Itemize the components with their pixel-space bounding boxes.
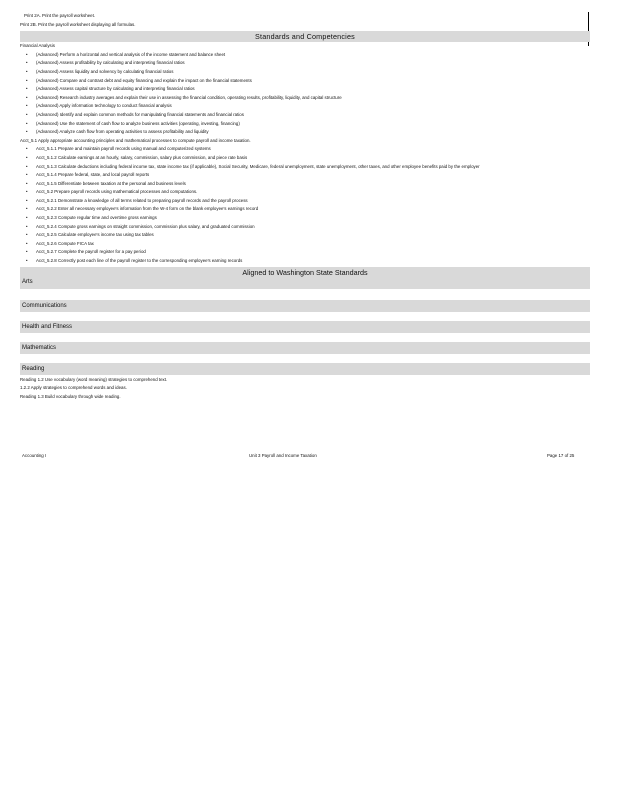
list-item: • (Advanced) Apply information technology to conduct financial analysis — [26, 103, 172, 109]
reading-standards — [20, 376, 590, 402]
mathematics-heading: Mathematics — [20, 342, 590, 354]
list-item: • Acct_5.2.7 Complete the payroll register for a pay period — [26, 249, 146, 255]
list-item: • (Advanced) Identify and explain common methods for manipulating financial statements and financial ratios — [26, 111, 244, 117]
print-line-2a: Print 2A. Print the payroll worksheet. — [24, 13, 96, 18]
list-item: • (Advanced) Use the statement of cash flow to analyze business activities (operating, investing, financing) — [26, 120, 240, 126]
list-item: • (Advanced) Research industry averages and explain their use in assessing the financial condition, operating results, profitability, liquidity, and capital structure — [26, 94, 342, 100]
list-item: • Acct_5.2.6 Compute FICA tax — [26, 240, 94, 246]
list-item: • Acct_5.2.2 Enter all necessary employee's information from the W-4 form on the blank employee's earnings record — [26, 206, 259, 212]
reading-line: Reading 1.2 Use vocabulary (word meaning) strategies to comprehend text. — [20, 376, 168, 382]
health-fitness-heading: Health and Fitness — [20, 321, 590, 333]
reading-line: 1.2.2 Apply strategies to comprehend words and ideas. — [20, 385, 127, 391]
list-item: • Acct_5.2 Prepare payroll records using mathematical processes and computations. — [26, 189, 198, 195]
list-item: • (Advanced) Assess profitability by calculating and interpreting financial ratios — [26, 60, 185, 66]
standards-title: Standards and Competencies — [20, 31, 590, 42]
list-item: • Acct_5.1.5 Differentiate between taxation at the personal and business levels — [26, 180, 186, 186]
communications-heading: Communications — [20, 300, 590, 312]
print-line-2b: Print 2B. Print the payroll worksheet displaying all formulas. — [20, 21, 136, 27]
aligned-title: Aligned to Washington State Standards — [242, 267, 368, 277]
list-item: • Acct_5.2.4 Compute gross earnings on straight commission, commission plus salary, and graduated commission — [26, 223, 255, 229]
list-item: • (Advanced) Analyze cash flow from operating activities to assess profitability and liquidity — [26, 129, 209, 135]
aligned-standards-bar — [20, 267, 590, 289]
list-item: • (Advanced) Compare and contrast debt and equity financing and explain the impact on the financial statements — [26, 77, 252, 83]
financial-heading: Financial Analysis — [20, 43, 55, 49]
list-item: • Acct_5.2.8 Correctly post each line of the payroll register to the corresponding employee's earning records — [26, 258, 243, 264]
list-item: • Acct_5.2.1 Demonstrate a knowledge of all terms related to preparing payroll records and the payroll process — [26, 197, 248, 203]
list-item: • Acct_5.2.5 Calculate employee's income tax using tax tables — [26, 232, 154, 238]
footer-course: Accounting I — [22, 453, 47, 458]
arts-heading: Arts — [22, 278, 33, 285]
list-item: • (Advanced) Perform a horizontal and vertical analysis of the income statement and balance sheet — [26, 51, 226, 57]
list-item: • Acct_5.1.1 Prepare and maintain payroll records using manual and computerized systems — [26, 146, 211, 152]
list-item: • Acct_5.1.3 Calculate deductions including federal income tax, state income tax (if applicable), Social Security, Medicare, federal unemployment, state unemployment, other taxes, and other employee benefits paid by the employer — [26, 163, 480, 169]
list-item: • Acct_5.1.2 Calculate earnings at an hourly, salary, commission, salary plus commission, and piece rate basis — [26, 154, 248, 160]
footer-page-number: Page 17 of 25 — [547, 453, 575, 458]
acct-5-1-heading: Acct_5.1 Apply appropriate accounting principles and mathematical processes to compute payroll and income taxation. — [20, 137, 251, 143]
reading-line: Reading 1.3 Build vocabulary through wide reading. — [20, 393, 121, 399]
list-item: • (Advanced) Assess capital structure by calculating and interpreting financial ratios — [26, 86, 195, 92]
list-item: • Acct_5.1.4 Prepare federal, state, and local payroll reports — [26, 172, 150, 178]
document-page — [20, 12, 590, 401]
reading-heading: Reading — [20, 363, 590, 375]
competency-list — [20, 42, 590, 265]
list-item: • (Advanced) Assess liquidity and solvency by calculating financial ratios — [26, 68, 174, 74]
footer-unit: Unit 3 Payroll and Income Taxation — [249, 453, 317, 458]
list-item: • Acct_5.2.3 Compute regular time and overtime gross earnings — [26, 215, 157, 221]
